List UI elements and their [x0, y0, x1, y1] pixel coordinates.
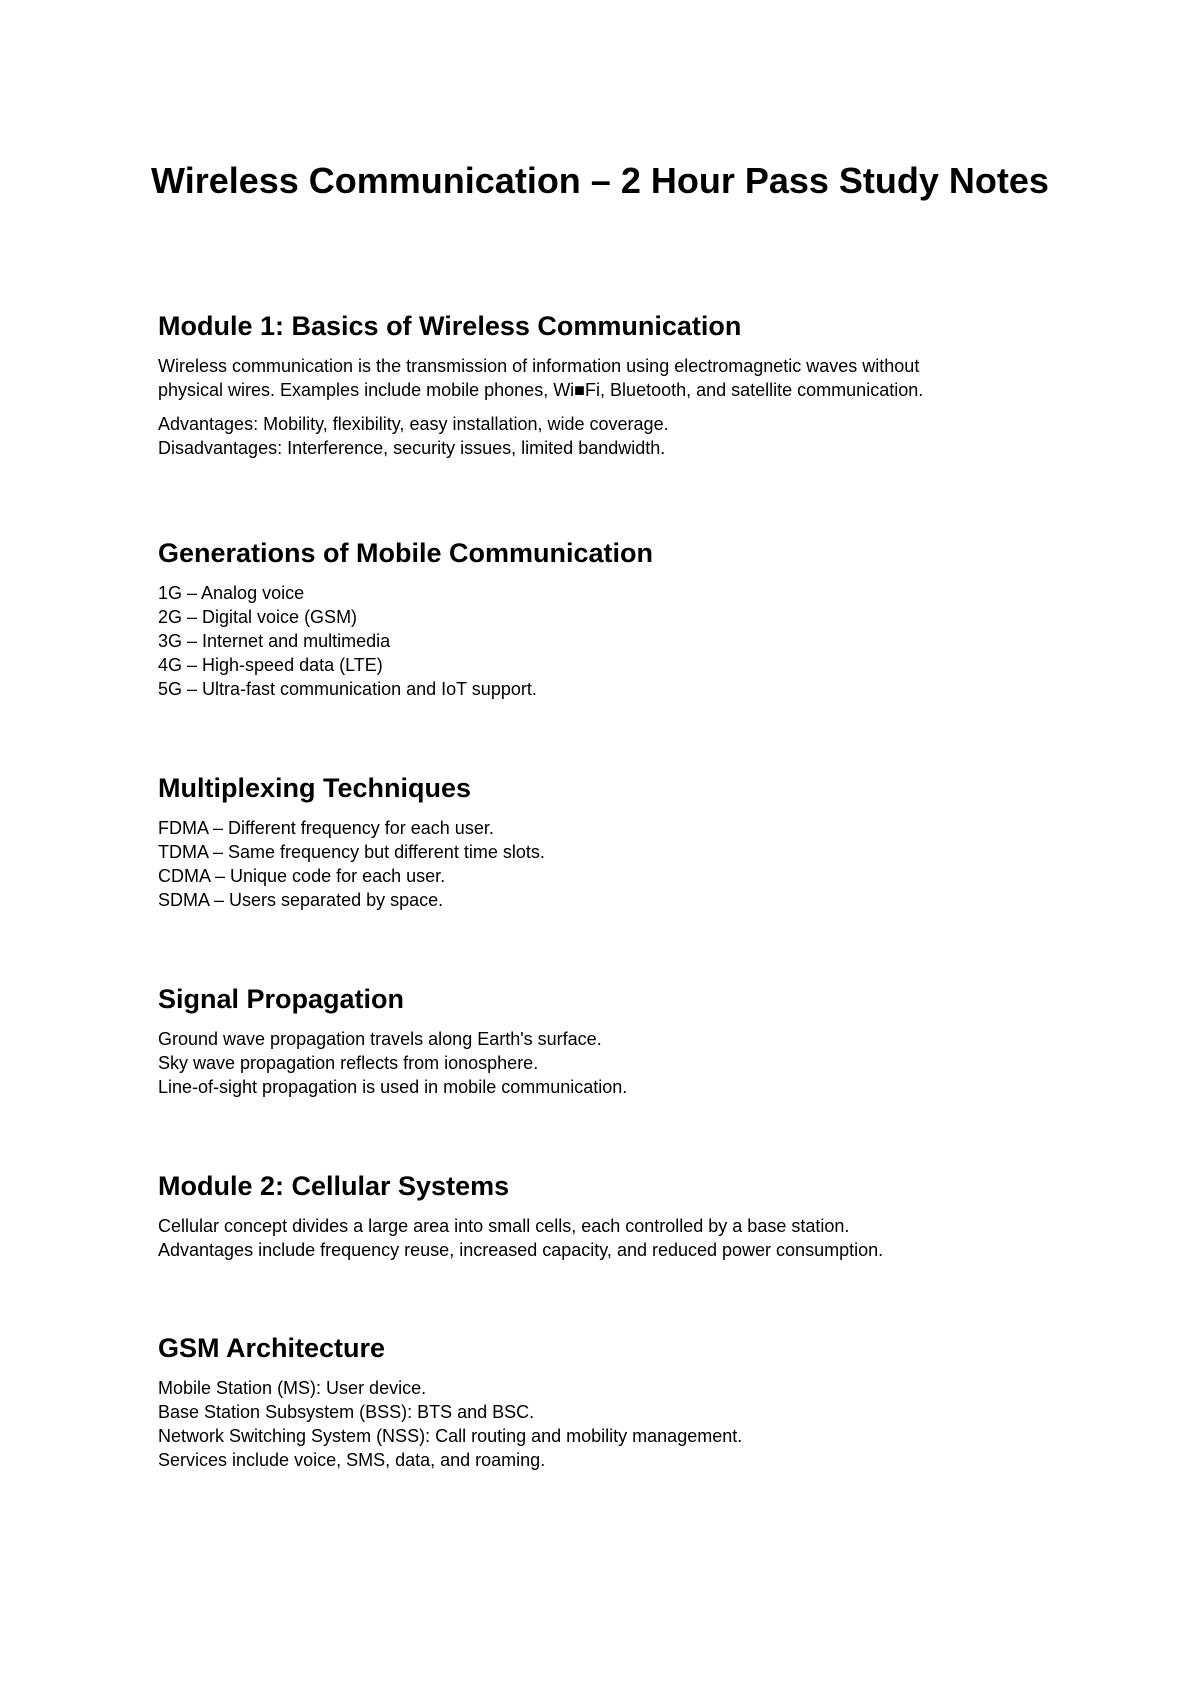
section-multiplexing [158, 771, 1058, 912]
section-heading: Signal Propagation [158, 984, 405, 1014]
section-generations [158, 536, 1058, 701]
section-body [158, 581, 1058, 701]
section-heading: Module 2: Cellular Systems [158, 1171, 510, 1201]
section-module-2-cellular [158, 1169, 1058, 1262]
section-body [158, 1027, 1058, 1099]
text-line: 3G – Internet and multimedia [158, 631, 391, 651]
section-body [158, 816, 1058, 912]
paragraph [158, 412, 1058, 460]
text-line: Network Switching System (NSS): Call routing and mobility management. [158, 1426, 743, 1446]
text-line: FDMA – Different frequency for each user. [158, 818, 494, 838]
text-line: Cellular concept divides a large area into small cells, each controlled by a base station. [158, 1216, 850, 1236]
section-body [158, 354, 1058, 460]
paragraph [158, 816, 1058, 912]
section-heading: Module 1: Basics of Wireless Communication [158, 311, 742, 341]
section-signal-propagation [158, 982, 1058, 1099]
section-module-1-basics [158, 309, 1058, 460]
text-line: 2G – Digital voice (GSM) [158, 607, 358, 627]
text-line: Ground wave propagation travels along Earth's surface. [158, 1029, 602, 1049]
section-heading: GSM Architecture [158, 1333, 386, 1363]
text-line: Wireless communication is the transmission of information using electromagnetic waves without [158, 356, 920, 376]
text-line: 5G – Ultra-fast communication and IoT support. [158, 679, 537, 699]
text-line: CDMA – Unique code for each user. [158, 866, 446, 886]
text-line: Line-of-sight propagation is used in mobile communication. [158, 1077, 628, 1097]
section-body [158, 1214, 1058, 1262]
text-line: Mobile Station (MS): User device. [158, 1378, 427, 1398]
text-line: SDMA – Users separated by space. [158, 890, 444, 910]
paragraph [158, 581, 1058, 701]
text-line: Base Station Subsystem (BSS): BTS and BSC. [158, 1402, 535, 1422]
text-line: Disadvantages: Interference, security issues, limited bandwidth. [158, 438, 666, 458]
section-gsm-architecture [158, 1331, 1058, 1472]
section-heading: Multiplexing Techniques [158, 773, 472, 803]
text-line: Sky wave propagation reflects from ionosphere. [158, 1053, 539, 1073]
text-line: physical wires. Examples include mobile phones, Wi■Fi, Bluetooth, and satellite communication. [158, 380, 924, 400]
paragraph [158, 1214, 1058, 1262]
document-title: Wireless Communication – 2 Hour Pass Study Notes [151, 160, 1049, 201]
paragraph [158, 1027, 1058, 1099]
text-line: Advantages: Mobility, flexibility, easy installation, wide coverage. [158, 414, 669, 434]
paragraph [158, 1376, 1058, 1472]
section-heading: Generations of Mobile Communication [158, 538, 654, 568]
text-line: 4G – High-speed data (LTE) [158, 655, 383, 675]
paragraph [158, 354, 1058, 402]
text-line: 1G – Analog voice [158, 583, 305, 603]
text-line: Services include voice, SMS, data, and roaming. [158, 1450, 546, 1470]
text-line: Advantages include frequency reuse, increased capacity, and reduced power consumption. [158, 1240, 884, 1260]
text-line: TDMA – Same frequency but different time slots. [158, 842, 545, 862]
section-body [158, 1376, 1058, 1472]
